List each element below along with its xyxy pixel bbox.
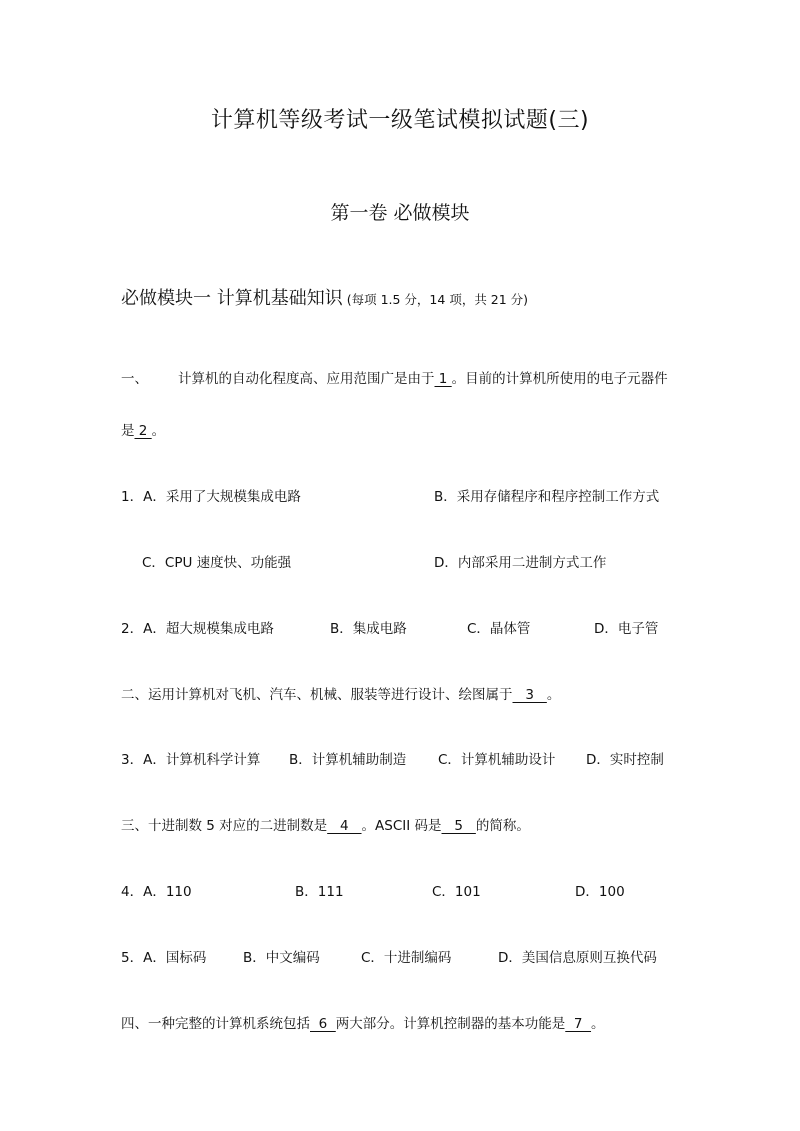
item-3-option-b: B．计算机辅助制造: [289, 752, 407, 768]
question-3-text-b: 。ASCII 码是: [361, 818, 442, 834]
item-5-option-d: D．美国信息原则互换代码: [498, 950, 657, 966]
item-2-option-b: B．集成电路: [330, 621, 407, 637]
question-1-text-a: 计算机的自动化程度高、应用范围广是由于: [178, 371, 435, 387]
question-4-text-a: 四、一种完整的计算机系统包括: [121, 1016, 310, 1032]
question-1-text-d: 。: [151, 423, 166, 439]
item-4-option-d: D．100: [575, 884, 625, 900]
question-1-line-1: [121, 367, 668, 387]
question-3: [121, 814, 530, 834]
volume-title: 第一卷 必做模块: [330, 202, 470, 224]
question-1-line-2: [121, 419, 165, 439]
question-2: [121, 683, 560, 703]
blank-7: 7: [565, 1016, 592, 1032]
item-4-option-b: B．111: [295, 884, 344, 900]
blank-6: 6: [310, 1016, 336, 1032]
question-4-text-c: 。: [591, 1016, 605, 1032]
page-title: 计算机等级考试一级笔试模拟试题(三): [210, 108, 590, 133]
blank-2: 2: [134, 423, 152, 439]
item-2-option-a: 2．A．超大规模集成电路: [121, 621, 274, 637]
item-1-option-c: C．CPU 速度快、功能强: [142, 555, 292, 571]
section-score-note: (每项 1.5 分，14 项，共 21 分): [346, 292, 529, 307]
question-4: [121, 1012, 605, 1032]
question-1-number: 一、: [121, 371, 148, 387]
item-2-option-c: C．晶体管: [467, 621, 531, 637]
item-1-option-b: B．采用存储程序和程序控制工作方式: [434, 489, 660, 505]
item-4-option-c: C．101: [432, 884, 481, 900]
section-heading-text: 必做模块一 计算机基础知识: [121, 288, 343, 309]
blank-5: 5: [441, 818, 476, 834]
question-1-text-b: 。目前的计算机所使用的电子元器件: [451, 371, 668, 387]
section-heading: [121, 284, 528, 310]
blank-1: 1: [434, 371, 452, 387]
item-4-option-a: 4．A．110: [121, 884, 192, 900]
item-3-option-d: D．实时控制: [586, 752, 664, 768]
question-4-text-b: 两大部分。计算机控制器的基本功能是: [335, 1016, 566, 1032]
item-5-option-a: 5．A．国标码: [121, 950, 207, 966]
item-1-option-d: D．内部采用二进制方式工作: [434, 555, 607, 571]
item-5-option-c: C．十进制编码: [361, 950, 452, 966]
item-3-option-c: C．计算机辅助设计: [438, 752, 556, 768]
question-2-text-b: 。: [546, 687, 561, 703]
blank-3: 3: [512, 687, 547, 703]
blank-4: 4: [327, 818, 362, 834]
item-1-option-a: 1．A．采用了大规模集成电路: [121, 489, 301, 505]
question-3-text-a: 三、十进制数 5 对应的二进制数是: [121, 818, 328, 834]
question-3-text-c: 的简称。: [475, 818, 530, 834]
item-3-option-a: 3．A．计算机科学计算: [121, 752, 261, 768]
question-1-text-c: 是: [121, 423, 135, 439]
item-2-option-d: D．电子管: [594, 621, 659, 637]
question-2-text-a: 二、运用计算机对飞机、汽车、机械、服装等进行设计、绘图属于: [121, 687, 513, 703]
item-5-option-b: B．中文编码: [243, 950, 320, 966]
